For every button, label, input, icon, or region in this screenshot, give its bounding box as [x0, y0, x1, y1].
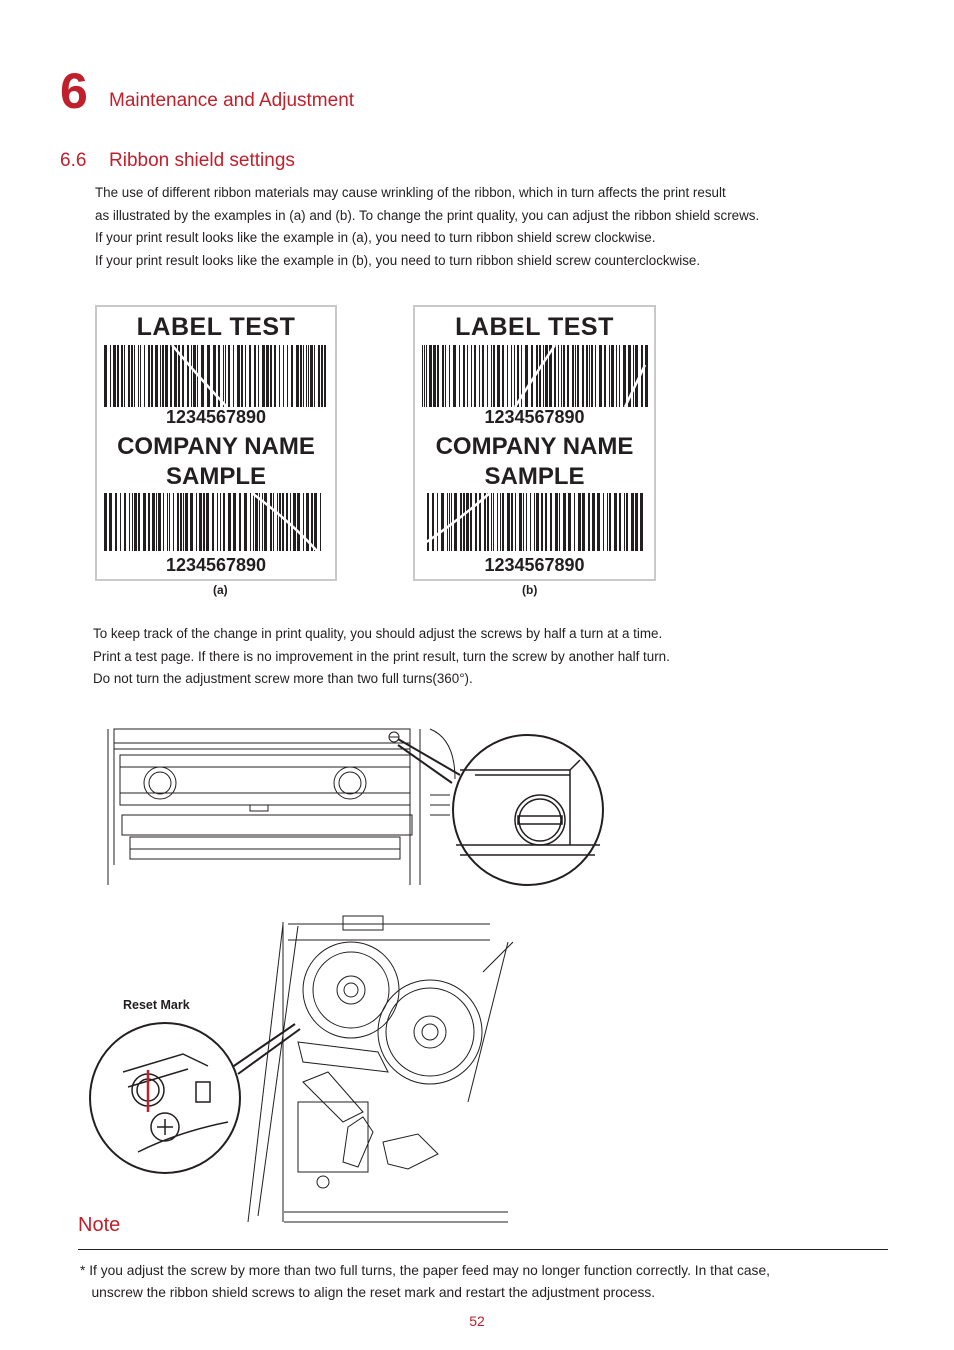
label-sample-b — [413, 305, 656, 581]
label-sample-text: SAMPLE — [165, 463, 266, 490]
section-number: 6.6 — [60, 150, 87, 171]
label-sample-text: SAMPLE — [484, 463, 585, 490]
adjust-line: To keep track of the change in print quality, you should adjust the screws by half a turn at a time. — [93, 626, 663, 641]
barcode-image — [102, 345, 330, 407]
adjust-paragraph — [93, 623, 670, 691]
label-title: LABEL TEST — [136, 313, 296, 341]
label-company: COMPANY NAME — [435, 433, 634, 460]
caption-b: (b) — [522, 583, 538, 597]
barcode-image — [420, 345, 649, 407]
caption-a: (a) — [213, 583, 228, 597]
page-number: 52 — [469, 1313, 485, 1329]
note-line: * If you adjust the screw by more than two full turns, the paper feed may no longer function correctly. In that case, — [80, 1263, 770, 1278]
label-number-top: 1234567890 — [165, 407, 267, 427]
note-divider — [78, 1249, 888, 1250]
barcode-image — [425, 493, 647, 551]
note-text — [80, 1260, 770, 1303]
barcode-image — [102, 493, 324, 551]
note-title: Note — [78, 1214, 121, 1236]
section-title: Ribbon shield settings — [109, 150, 295, 171]
chapter-number: 6 — [60, 63, 88, 119]
ribbon-mechanism-diagram — [88, 912, 513, 1242]
label-title: LABEL TEST — [455, 313, 614, 341]
adjust-line: Do not turn the adjustment screw more than two full turns(360°). — [93, 671, 473, 687]
label-number-top: 1234567890 — [484, 407, 585, 427]
adjust-line: Print a test page. If there is no improvement in the print result, turn the screw by another half turn. — [93, 648, 670, 664]
intro-line: If your print result looks like the example in (b), you need to turn ribbon shield screw counterclockwise. — [95, 252, 701, 268]
reset-mark-label: Reset Mark — [123, 998, 190, 1012]
intro-line: If your print result looks like the example in (a), you need to turn ribbon shield screw clockwise. — [95, 230, 656, 246]
chapter-title: Maintenance and Adjustment — [109, 90, 355, 111]
note-line: unscrew the ribbon shield screws to align the reset mark and restart the adjustment process. — [80, 1284, 656, 1300]
printhead-screw-diagram — [100, 725, 610, 890]
label-company: COMPANY NAME — [117, 433, 315, 460]
label-number-bottom: 1234567890 — [165, 555, 267, 575]
intro-line: The use of different ribbon materials may cause wrinkling of the ribbon, which in turn affects the print result — [95, 185, 726, 200]
intro-line: as illustrated by the examples in (a) and (b). To change the print quality, you can adjust the ribbon shield screws. — [95, 207, 760, 223]
label-sample-a — [95, 305, 337, 581]
intro-paragraph — [95, 182, 759, 272]
label-number-bottom: 1234567890 — [484, 555, 585, 575]
